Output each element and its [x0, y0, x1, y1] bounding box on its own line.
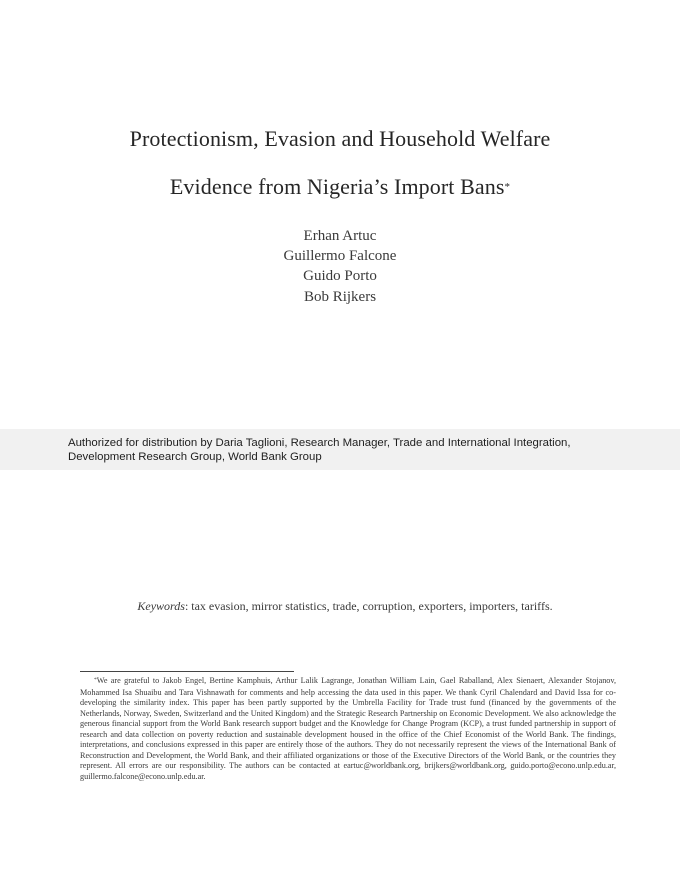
title-footnote-mark: *	[504, 181, 511, 193]
authorization-text: Authorized for distribution by Daria Taglioni, Research Manager, Trade and International Integration, Development Research Group, World Bank Group	[68, 437, 571, 463]
footnote-divider	[80, 671, 294, 672]
author-name: Bob Rijkers	[303, 288, 377, 305]
paper-title-line-2	[0, 174, 680, 200]
keywords-line	[0, 599, 680, 614]
author-name: Guido Porto	[303, 268, 377, 285]
paper-title-line-1: Protectionism, Evasion and Household Welfare	[129, 126, 551, 151]
footnote-text: We are grateful to Jakob Engel, Bertine Kamphuis, Arthur Lalik Lagrange, Jonathan William Lain, Gael Raballand, Alex Sienaert, Alexander Stojanov, Mohammed Isa Shuaibu and Tara Vishnawath for comments and help accessing the data used in this paper. We thank Cyril Chalendard and David Issa for co-developing the similarity index. This paper has been partly supported by the Umbrella Facility for Trade trust fund (financed by the governments of the Netherlands, Norway, Sweden, Switzerland and the United Kingdom) and the Strategic Research Partnership on Economic Development. We also acknowledge the generous financial support from the World Bank research support budget and the Knowledge for Change Program (KCP), a trust funded partnership in support of research and data collection on poverty reduction and sustainable development housed in the office of the Chief Economist of the World Bank. The findings, interpretations, and conclusions expressed in this paper are entirely those of the authors. They do not necessarily represent the views of the International Bank of Reconstruction and Development, the World Bank, and their affiliated organizations or those of the Executive Directors of the World Bank, or the countries they represent. All errors are our responsibility. The authors can be contacted at eartuc@worldbank.org, brijkers@worldbank.org, guido.porto@econo.unlp.edu.ar, guillermo.falcone@econo.unlp.edu.ar.	[80, 676, 616, 781]
authorization-banner	[0, 429, 680, 470]
keywords-text: : tax evasion, mirror statistics, trade, corruption, exporters, importers, tariffs.	[184, 599, 553, 613]
paper-subtitle-text: Evidence from Nigeria’s Import Bans	[169, 174, 505, 199]
author-list	[0, 226, 680, 307]
author-name: Guillermo Falcone	[283, 248, 397, 265]
keywords-label: Keywords	[137, 599, 185, 613]
footnote	[80, 676, 616, 782]
author-name: Erhan Artuc	[303, 228, 377, 244]
footnote-mark: *	[94, 677, 97, 683]
